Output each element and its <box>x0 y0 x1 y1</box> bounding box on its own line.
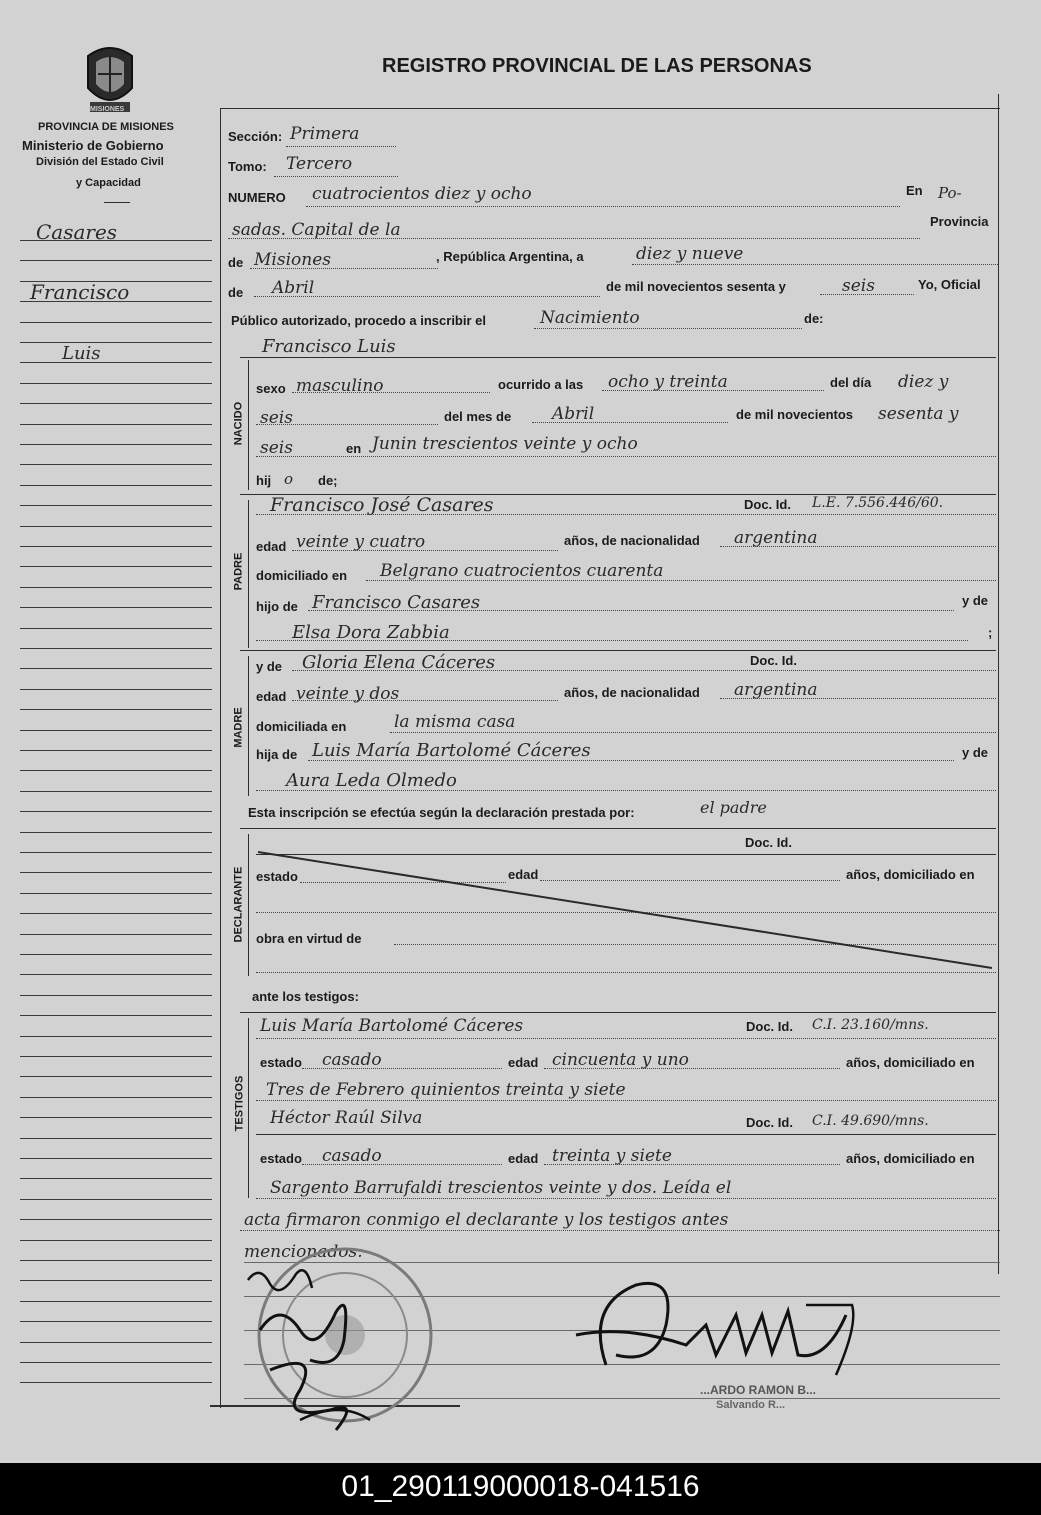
madre-madre-value: Aura Leda Olmedo <box>286 770 457 791</box>
madre-dom-label: domiciliada en <box>256 719 347 734</box>
seal-text: MISIONES <box>90 106 125 113</box>
margin-first-name: Francisco <box>30 280 130 304</box>
madre-doc-label: Doc. Id. <box>750 653 797 668</box>
testigo2-estado-label: estado <box>260 1151 302 1166</box>
de-mes-label: de <box>228 285 244 300</box>
testigo1-estado-label: estado <box>260 1055 302 1070</box>
madre-hija-label: hija de <box>256 747 298 762</box>
hora-value: ocho y treinta <box>608 372 728 392</box>
padre-dom-label: domiciliado en <box>256 568 348 583</box>
sexo-value: masculino <box>296 376 384 396</box>
tomo-value: Tercero <box>286 154 353 174</box>
testigo2-edad-label: edad <box>508 1151 539 1166</box>
nombre-value: Francisco Luis <box>262 336 396 357</box>
ministry-heading: Ministerio de Gobierno <box>22 138 164 153</box>
mil-sesenta-label: de mil novecientos sesenta y <box>606 279 786 294</box>
testigo1-estado-value: casado <box>322 1050 382 1070</box>
declarante-anos-label: años, domiciliado en <box>846 867 975 882</box>
en-lugar-label: en <box>346 441 362 456</box>
declarante-doc-label: Doc. Id. <box>745 835 792 850</box>
dia-2-value: seis <box>260 408 293 428</box>
witness-signatures <box>240 1260 440 1440</box>
republica-label: , República Argentina, a <box>436 249 584 264</box>
padre-semicolon: ; <box>988 625 993 640</box>
anio-value: seis <box>842 276 875 296</box>
yo-oficial-label: Yo, Oficial <box>918 277 981 292</box>
mes-value: Abril <box>272 278 315 298</box>
testigos-label: TESTIGOS <box>233 1075 246 1132</box>
sexo-label: sexo <box>256 381 286 396</box>
testigo2-dom-dots <box>256 1198 996 1199</box>
madre-edad-value: veinte y dos <box>296 684 400 704</box>
padre-hijo-label: hijo de <box>256 599 298 614</box>
ante-testigos-label: ante los testigos: <box>252 989 359 1004</box>
publico-label: Público autorizado, procedo a inscribir el <box>231 313 486 328</box>
testigo2-nombre-line <box>256 1134 996 1135</box>
testigo2-edad-value: treinta y siete <box>552 1146 672 1166</box>
hij-label: hij <box>256 473 272 488</box>
testigo1-doc-value: C.I. 23.160/mns. <box>812 1017 929 1033</box>
anio-nac-1-value: sesenta y <box>878 404 959 424</box>
document-id-footer: 01_290119000018-041516 <box>0 1463 1041 1515</box>
testigo2-dom-value: Sargento Barrufaldi trescientos veinte y dos. Leída el <box>270 1178 732 1198</box>
page-title: REGISTRO PROVINCIAL DE LAS PERSONAS <box>382 55 812 77</box>
division-heading: División del Estado Civil <box>36 156 164 168</box>
madre-padre-value: Luis María Bartolomé Cáceres <box>312 740 591 761</box>
del-dia-label: del día <box>830 375 872 390</box>
padre-edad-value: veinte y cuatro <box>296 532 426 552</box>
numero-value: cuatrocientos diez y ocho <box>312 184 532 204</box>
lugar-nac-value: Junin trescientos veinte y ocho <box>372 434 638 454</box>
testigo2-estado-value: casado <box>322 1146 382 1166</box>
dia-fecha-value: diez y nueve <box>636 244 744 264</box>
testigo1-nombre-dots <box>256 1038 996 1039</box>
testigo1-nombre-value: Luis María Bartolomé Cáceres <box>260 1016 524 1036</box>
testigos-bracket <box>248 1018 249 1198</box>
padre-edad-label: edad <box>256 539 287 554</box>
testigo2-estado-dots <box>302 1164 502 1165</box>
cierre-1-dots <box>240 1230 1000 1231</box>
acto-value: Nacimiento <box>540 308 640 328</box>
tomo-label: Tomo: <box>228 159 267 174</box>
padre-nac-value: argentina <box>734 528 818 548</box>
cierre-line-2: mencionados. <box>244 1242 363 1262</box>
testigo2-anos-label: años, domiciliado en <box>846 1151 975 1166</box>
madre-edad-label: edad <box>256 689 287 704</box>
testigo1-edad-value: cincuenta y uno <box>552 1050 689 1070</box>
officer-stamp-line2: Salvando R... <box>716 1399 786 1411</box>
padre-dom-value: Belgrano cuatrocientos cuarenta <box>380 561 664 581</box>
padre-label: PADRE <box>232 552 245 591</box>
nacido-label: NACIDO <box>232 401 245 446</box>
seccion-value: Primera <box>290 124 360 144</box>
en-lugar-1: Po- <box>938 184 962 202</box>
declarante-value: el padre <box>700 798 767 817</box>
testigo1-anos-label: años, domiciliado en <box>846 1055 975 1070</box>
madre-nac-value: argentina <box>734 680 818 700</box>
anio-nac-2-value: seis <box>260 438 293 458</box>
provincia-label: Provincia <box>930 214 989 229</box>
mes-nac-value: Abril <box>552 404 595 424</box>
padre-nac-label: años, de nacionalidad <box>564 533 700 548</box>
testigo1-estado-dots <box>302 1068 502 1069</box>
padre-madre-value: Elsa Dora Zabbia <box>292 622 450 643</box>
provincia-value: Misiones <box>254 250 331 270</box>
madre-nac-label: años, de nacionalidad <box>564 685 700 700</box>
madre-y-de-label: y de <box>256 659 283 674</box>
hij-suffix: o <box>284 470 294 488</box>
padre-doc-value: L.E. 7.556.446/60. <box>812 495 944 511</box>
numero-label: NUMERO <box>228 190 286 205</box>
padre-nombre-value: Francisco José Casares <box>270 494 494 516</box>
testigo1-dom-value: Tres de Febrero quinientos treinta y siete <box>266 1080 626 1100</box>
testigo1-doc-label: Doc. Id. <box>746 1019 793 1034</box>
testigos-top-rule <box>240 1012 996 1013</box>
testigo2-doc-label: Doc. Id. <box>746 1115 793 1130</box>
margin-surname: Casares <box>36 220 118 244</box>
madre-y-de-label-2: y de <box>962 745 989 760</box>
del-mes-label: del mes de <box>444 409 512 424</box>
de-semi-label: de; <box>318 473 338 488</box>
ocurrido-label: ocurrido a las <box>498 377 584 392</box>
province-heading: PROVINCIA DE MISIONES <box>38 121 174 133</box>
declarante-label: DECLARANTE <box>232 866 245 943</box>
margin-second-name: Luis <box>62 343 101 364</box>
madre-dom-value: la misma casa <box>394 712 516 732</box>
testigo1-edad-label: edad <box>508 1055 539 1070</box>
de-label: de <box>228 255 244 270</box>
madre-nombre-value: Gloria Elena Cáceres <box>302 652 496 673</box>
padre-padre-value: Francisco Casares <box>312 592 481 613</box>
padre-y-de-label: y de <box>962 593 989 608</box>
declarante-estado-label: estado <box>256 869 298 884</box>
officer-stamp-line1: ...ARDO RAMON B... <box>700 1383 816 1397</box>
esta-inscripcion-label: Esta inscripción se efectúa según la declaración prestada por: <box>248 805 635 820</box>
officer-signature <box>566 1265 866 1395</box>
testigo2-edad-dots <box>544 1164 840 1165</box>
testigo2-doc-value: C.I. 49.690/mns. <box>812 1113 929 1129</box>
padre-doc-label: Doc. Id. <box>744 497 791 512</box>
madre-label: MADRE <box>232 707 245 748</box>
obra-en-virtud-label: obra en virtud de <box>256 931 362 946</box>
dia-1-value: diez y <box>898 372 949 392</box>
testigo2-nombre-value: Héctor Raúl Silva <box>270 1108 423 1128</box>
seccion-label: Sección: <box>228 129 283 144</box>
en-label: En <box>906 183 923 198</box>
cierre-line-1: acta firmaron conmigo el declarante y los testigos antes <box>244 1210 729 1230</box>
testigo1-edad-dots <box>544 1068 840 1069</box>
testigo1-dom-dots <box>256 1100 996 1101</box>
de-colon-label: de: <box>804 311 824 326</box>
capacity-heading: y Capacidad <box>76 177 141 189</box>
declarante-edad-label: edad <box>508 867 539 882</box>
en-lugar-2: sadas. Capital de la <box>232 220 401 240</box>
mil-novecientos-label: de mil novecientos <box>736 407 854 422</box>
